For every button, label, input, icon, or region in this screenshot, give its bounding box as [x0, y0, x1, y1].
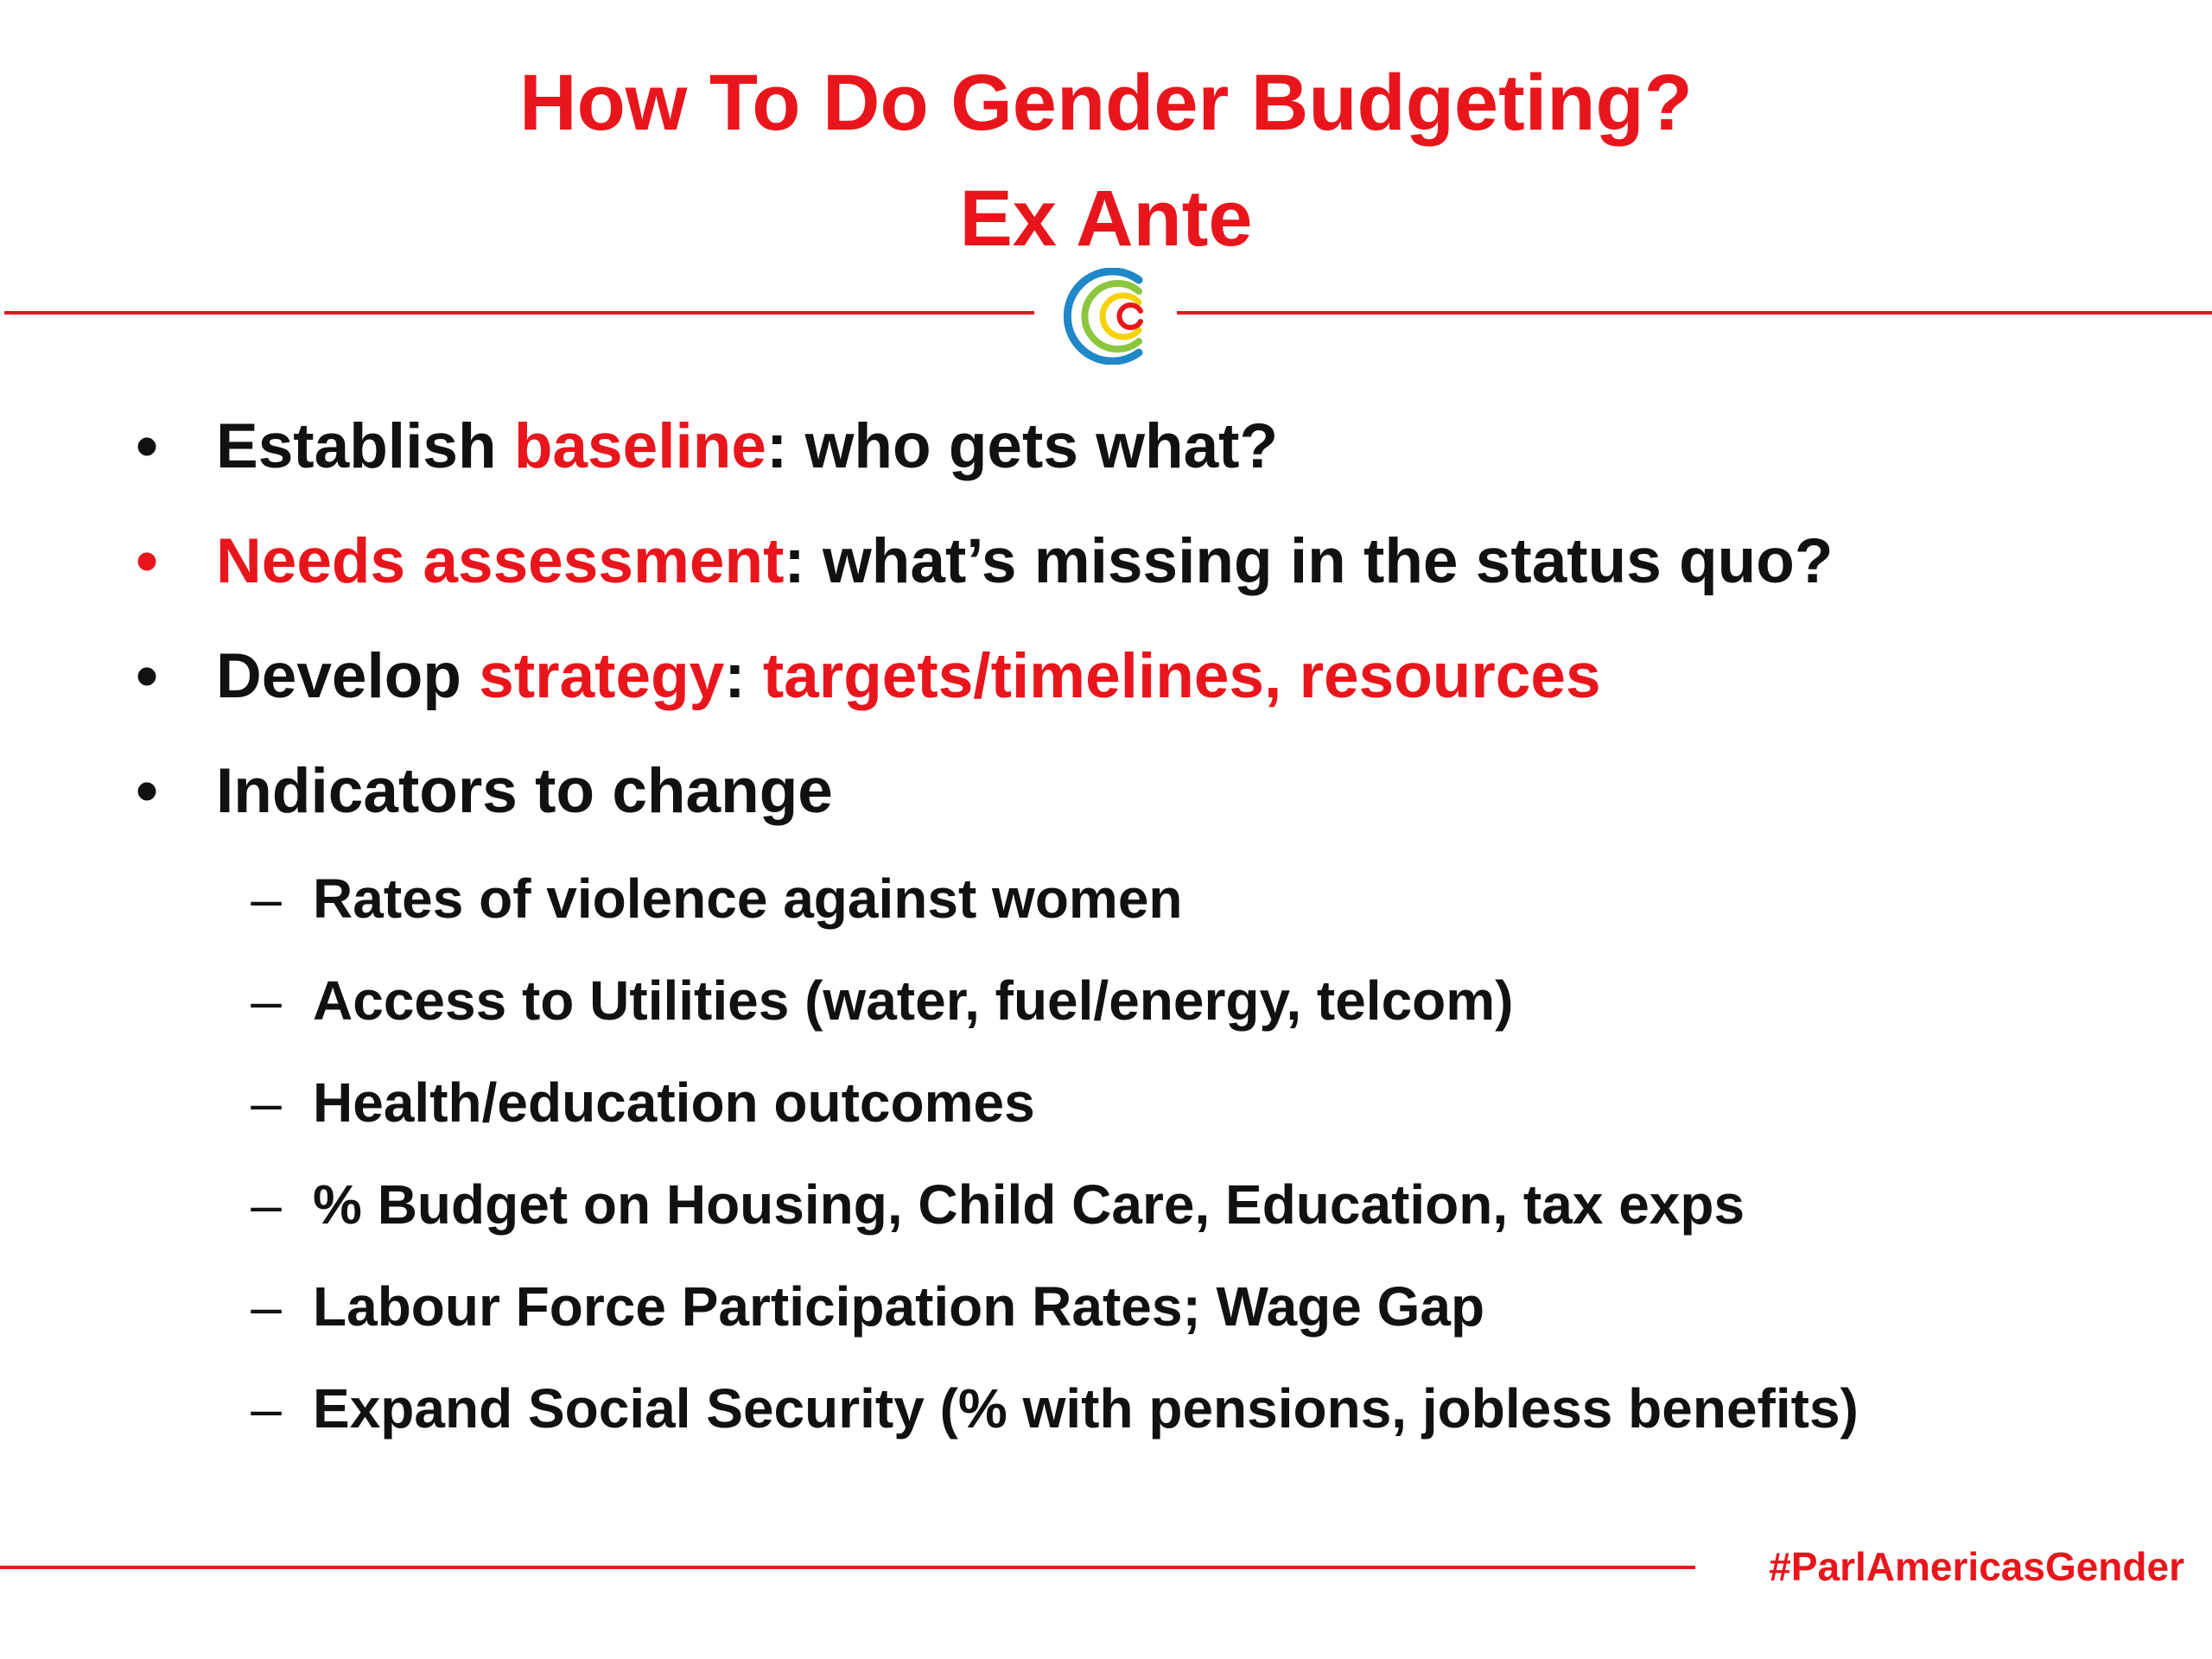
- sub-bullet-marker: –: [251, 868, 282, 930]
- bullet-text-part: Indicators to change: [216, 756, 833, 826]
- sub-bullet-text: Access to Utilities (water, fuel/energy, telcom): [313, 969, 1514, 1032]
- bullet-highlight-strategy: strategy: [479, 641, 725, 711]
- sub-bullet-budget: [251, 1170, 1745, 1239]
- bullet-text-part: Establish: [216, 411, 514, 481]
- sub-bullet-utilities: [251, 966, 1514, 1035]
- bullet-needs-assessment: [136, 523, 1834, 601]
- title-line-2: Ex Ante: [959, 175, 1253, 263]
- bottom-divider: [0, 1566, 1695, 1569]
- sub-bullet-text: Rates of violence against women: [313, 868, 1183, 930]
- bullet-text-part: :: [724, 641, 763, 711]
- bullet-text-part: : what’s missing in the status quo?: [784, 526, 1834, 596]
- bullet-marker: •: [136, 526, 158, 596]
- sub-bullet-labour-force: [251, 1272, 1485, 1341]
- bullet-indicators: [136, 753, 833, 830]
- sub-bullet-social-security: [251, 1374, 1859, 1443]
- sub-bullet-marker: –: [251, 1071, 282, 1134]
- bullet-develop-strategy: [136, 638, 1601, 715]
- bullet-highlight-targets: targets/timelines, resources: [762, 641, 1601, 711]
- footer-hashtag: #ParlAmericasGender: [1769, 1544, 2184, 1589]
- bullet-marker: •: [136, 411, 158, 481]
- bullet-marker: •: [136, 641, 158, 711]
- bullet-highlight-baseline: baseline: [513, 411, 766, 481]
- sub-bullet-text: Labour Force Participation Rates; Wage Gap: [313, 1275, 1485, 1338]
- sub-bullet-marker: –: [251, 1377, 282, 1440]
- sub-bullet-marker: –: [251, 969, 282, 1032]
- bullet-baseline: [136, 408, 1279, 486]
- title-line-1: How To Do Gender Budgeting?: [519, 59, 1693, 147]
- bullet-marker: •: [136, 756, 158, 826]
- sub-bullet-text: Health/education outcomes: [313, 1071, 1035, 1134]
- sub-bullet-text: Expand Social Security (% with pensions, jobless benefits): [313, 1377, 1859, 1440]
- sub-bullet-marker: –: [251, 1275, 282, 1338]
- sub-bullet-text: % Budget on Housing, Child Care, Education, tax exps: [313, 1173, 1745, 1236]
- sub-bullet-violence: [251, 864, 1183, 933]
- sub-bullet-health-education: [251, 1068, 1035, 1137]
- sub-bullet-marker: –: [251, 1173, 282, 1236]
- bullet-highlight-needs-assessment: Needs assessment: [216, 526, 785, 596]
- bullet-text-part: Develop: [216, 641, 480, 711]
- bullet-text-part: : who gets what?: [766, 411, 1279, 481]
